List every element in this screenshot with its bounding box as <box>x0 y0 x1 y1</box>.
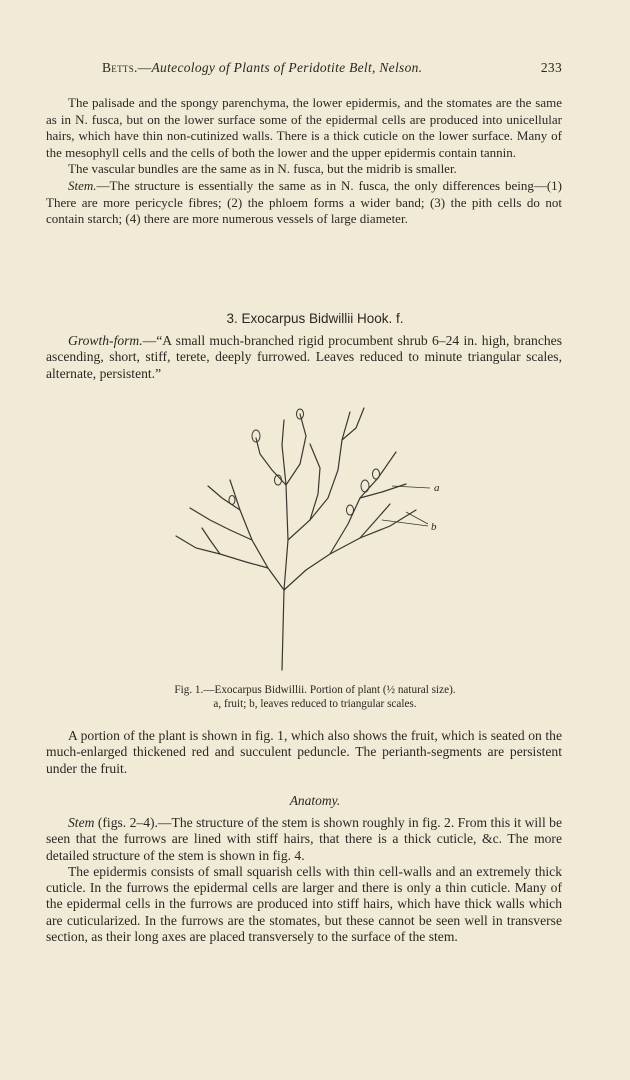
branch <box>342 408 364 440</box>
caption-line-1: Fig. 1.—Exocarpus Bidwillii. Portion of plant (½ natural size). <box>174 684 456 696</box>
fruit <box>229 496 235 505</box>
fruit <box>361 480 369 492</box>
paragraph-leaf-anatomy: The palisade and the spongy parenchyma, the lower epidermis, and the stomates are the same as in N. fusca, but on the lower surface some of the epidermal cells are produced into unicellular hairs, which have thin non-cutinized walls. There is a thick cuticle on the lower surface. Many of the mesophyll cells and the cells of both the lower and the upper epidermis contain tannin. <box>46 95 562 160</box>
label-b: b <box>431 521 437 533</box>
stem-text: —The structure is essentially the same as in N. fusca, the only differences being—(1) There are more pericycle fibres; (2) the phloem forms a wider band; (3) the pith cells do not contain starch; (4) there are more numerous vessels of large diameter. <box>46 177 562 227</box>
paragraph-epidermis: The epidermis consists of small squarish cells with thin cell-walls and an extremely thick cuticle. In the furrows the epidermal cells are larger and there is only a thin cuticle. Many of the epidermal cells in the furrows are produced into stiff hairs, which have thick walls which are cuticularized. In the furrows are the stomates, but these cannot be seen well in transverse section, as their long axes are placed transversely to the surface of the stem. <box>46 863 562 945</box>
header-author: Betts. <box>102 60 138 75</box>
header-dash: — <box>137 60 152 75</box>
fruit <box>373 469 380 479</box>
label-a: a <box>434 482 440 494</box>
branch <box>230 480 284 590</box>
running-header <box>50 60 562 80</box>
paragraph-fruit: A portion of the plant is shown in fig. 1, which also shows the fruit, which is seated on the much-enlarged thickened red and succulent peduncle. The perianth-segments are persistent under the fruit. <box>46 728 562 776</box>
caption-line-2: a, fruit; b, leaves reduced to triangular scales. <box>213 698 417 710</box>
branch <box>176 536 268 568</box>
branch <box>310 444 320 520</box>
branch <box>190 508 252 540</box>
running-title <box>102 60 422 76</box>
paragraph-stem-anatomy <box>46 815 562 864</box>
branch <box>286 414 306 485</box>
fruit-description <box>46 728 562 777</box>
branch <box>360 504 390 538</box>
anatomy-stem-text: (figs. 2–4).—The structure of the stem is shown roughly in fig. 2. From this it will be seen that the furrows are lined with stiff hairs, that there is a thick cuticle, &c. The more detailed structure of the stem is shown in fig. 4. <box>46 815 562 863</box>
paragraph-stem <box>46 178 562 228</box>
anatomy-stem-label: Stem <box>68 815 95 830</box>
anatomy-heading: Anatomy. <box>289 793 341 808</box>
main-stem <box>282 420 288 670</box>
leader-line-b <box>382 520 428 526</box>
plant-illustration <box>160 390 460 676</box>
anatomy-text <box>46 815 562 945</box>
leader-line-b <box>406 512 428 524</box>
stem-label: Stem. <box>68 177 97 193</box>
growth-form-label: Growth-form. <box>68 333 143 348</box>
section-title: 3. Exocarpus Bidwillii Hook. f. <box>226 311 404 326</box>
paragraph-growth-form <box>46 333 562 382</box>
growth-form <box>46 333 562 382</box>
growth-form-text: —“A small much-branched rigid procumbent shrub 6–24 in. high, branches ascending, short, stiff, terete, deeply furrowed. Leaves reduced to minute triangular scales, alternate, persistent.” <box>46 333 562 381</box>
fruit <box>347 505 354 515</box>
intro-text <box>46 95 562 228</box>
branch <box>330 452 396 554</box>
paragraph-vascular-bundles: The vascular bundles are the same as in N. fusca, but the midrib is smaller. <box>68 161 457 177</box>
figure-caption <box>0 683 630 711</box>
page-number: 233 <box>540 60 562 75</box>
header-title: Autecology of Plants of Peridotite Belt, Nelson. <box>151 60 423 75</box>
